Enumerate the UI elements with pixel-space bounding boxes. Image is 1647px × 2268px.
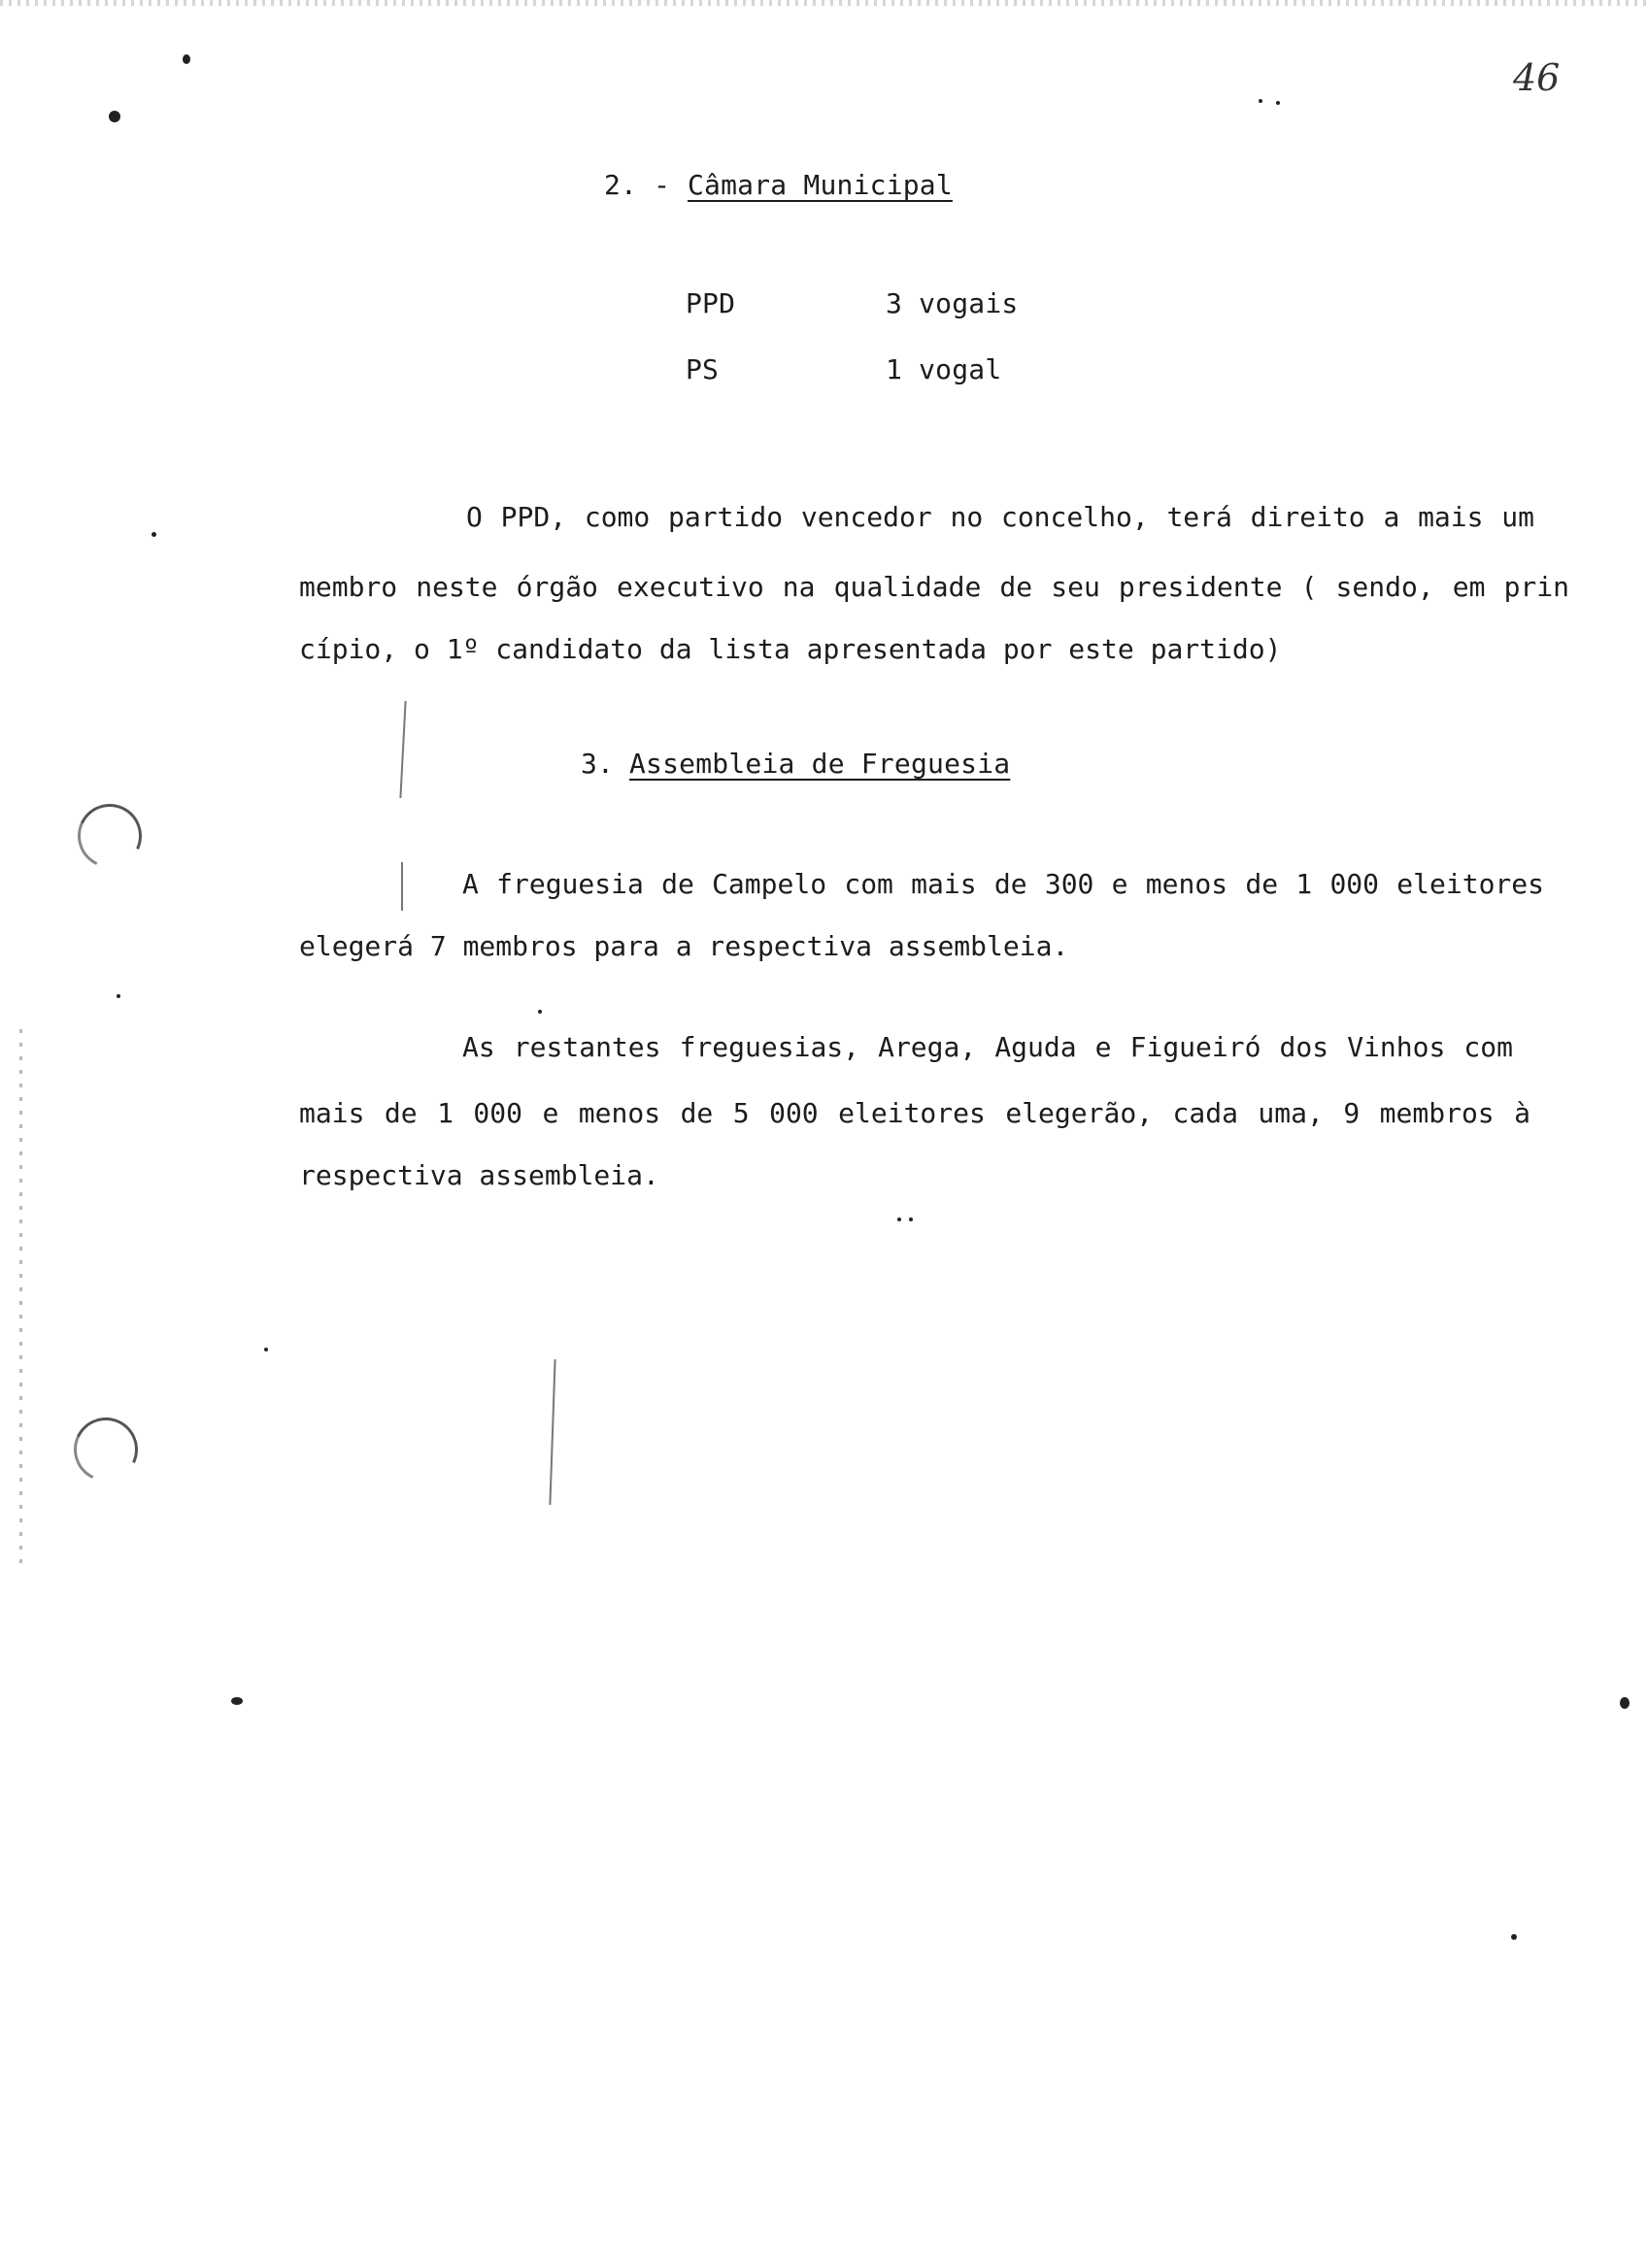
seats-ps: 1 vogal xyxy=(886,353,1002,385)
scan-speck xyxy=(538,1010,542,1014)
scan-speck xyxy=(897,1217,901,1221)
party-ppd: PPD xyxy=(686,287,736,319)
section-2-title: Câmara Municipal xyxy=(688,169,953,201)
page-number: 46 xyxy=(1513,56,1561,99)
scan-speck xyxy=(109,111,120,122)
section-3-title: Assembleia de Freguesia xyxy=(629,748,1011,780)
scan-speck xyxy=(1276,101,1280,105)
paragraph-3-line-2: mais de 1 000 e menos de 5 000 eleitores elegerão, cada uma, 9 membros à xyxy=(299,1097,1530,1129)
scan-speck xyxy=(1259,99,1262,103)
paragraph-2-line-2: elegerá 7 membros para a respectiva assembleia. xyxy=(299,930,1069,962)
paragraph-3-line-3: respectiva assembleia. xyxy=(299,1159,659,1191)
paragraph-3-line-1: As restantes freguesias, Arega, Aguda e Figueiró dos Vinhos com xyxy=(462,1031,1513,1063)
scan-edge-marks xyxy=(19,1029,22,1573)
party-ps: PS xyxy=(686,353,720,385)
section-2-number: 2. - xyxy=(604,169,671,201)
scan-edge-noise xyxy=(0,0,1647,6)
paragraph-1-line-1: O PPD, como partido vencedor no concelho, terá direito a mais um xyxy=(466,501,1534,533)
punch-hole-mark xyxy=(65,1409,148,1491)
scan-speck xyxy=(183,54,190,64)
paragraph-2-line-1: A freguesia de Campelo com mais de 300 e menos de 1 000 eleitores xyxy=(462,868,1544,900)
scan-line-mark xyxy=(549,1359,555,1505)
punch-hole-mark xyxy=(69,795,151,878)
scan-speck xyxy=(1511,1934,1517,1940)
paragraph-1-line-3: cípio, o 1º candidato da lista apresentada por este partido) xyxy=(299,633,1282,665)
paragraph-1-line-2: membro neste órgão executivo na qualidade de seu presidente ( sendo, em prin xyxy=(299,571,1569,603)
scan-speck xyxy=(117,994,120,998)
seats-ppd: 3 vogais xyxy=(886,287,1019,319)
scan-speck xyxy=(231,1697,243,1705)
section-3-number: 3. xyxy=(581,748,615,780)
scan-speck xyxy=(1620,1697,1630,1709)
scan-line-mark xyxy=(399,701,406,798)
scan-line-mark xyxy=(401,862,403,911)
scan-speck xyxy=(264,1348,268,1351)
scan-speck xyxy=(909,1217,913,1221)
scan-speck xyxy=(151,532,156,537)
